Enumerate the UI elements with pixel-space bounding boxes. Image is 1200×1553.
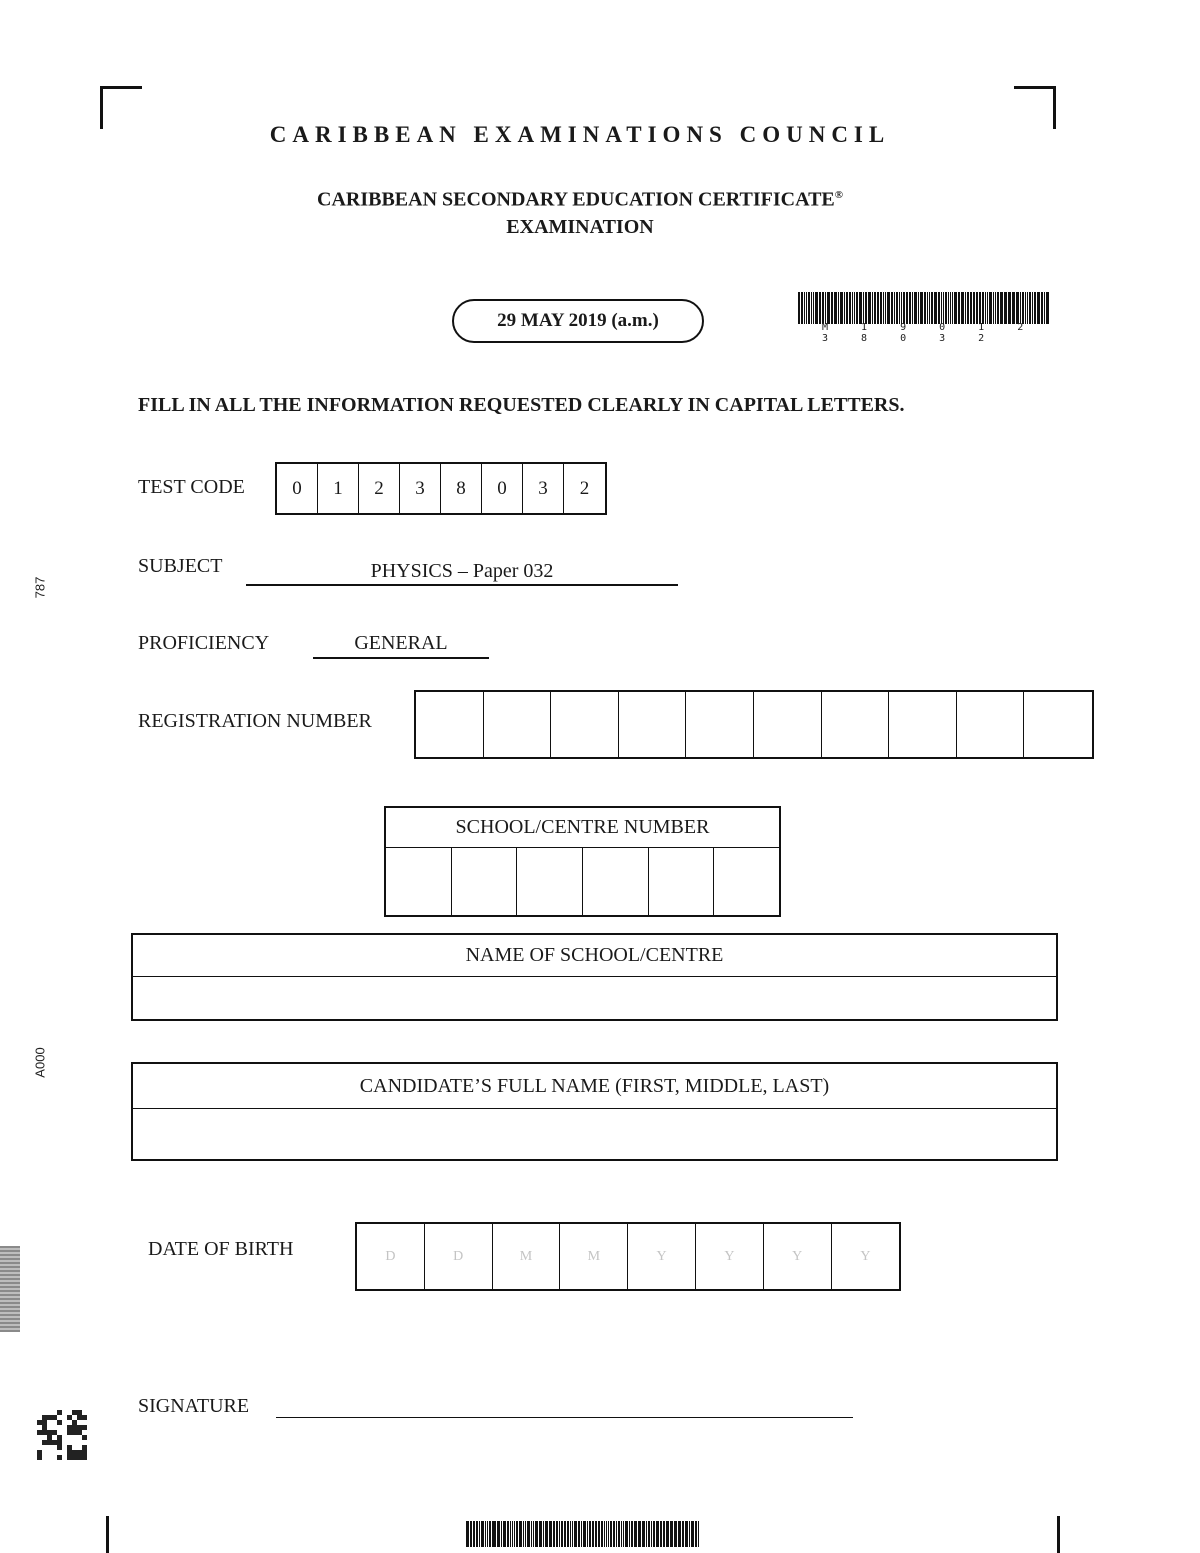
barcode-bar xyxy=(952,292,954,324)
barcode-bar xyxy=(811,292,813,324)
barcode-bar xyxy=(846,292,848,324)
barcode-bar xyxy=(503,1521,506,1547)
barcode-bar xyxy=(570,1521,571,1547)
barcode-bar xyxy=(559,1521,561,1547)
barcode-bar xyxy=(827,292,830,324)
barcode-bar xyxy=(891,292,893,324)
qr-code-icon xyxy=(37,1410,87,1460)
school-name-box xyxy=(131,933,1058,1021)
barcode-bar xyxy=(909,292,911,324)
barcode-bar xyxy=(865,292,867,324)
barcode-bar xyxy=(973,292,975,324)
exam-date: 29 MAY 2019 (a.m.) xyxy=(497,310,659,331)
barcode-bar xyxy=(561,1521,563,1547)
barcode-bar xyxy=(927,292,928,324)
barcode-bar xyxy=(512,1521,513,1547)
date-of-birth-label: DATE OF BIRTH xyxy=(148,1238,294,1260)
barcode-bar xyxy=(849,292,851,324)
dob-year-box[interactable]: Y xyxy=(628,1224,696,1289)
barcode-bar xyxy=(819,292,821,324)
school-centre-number-box xyxy=(384,806,781,917)
corner-mark-top-left-horizontal xyxy=(100,86,142,89)
barcode-bar xyxy=(487,1521,488,1547)
barcode-bar xyxy=(595,1521,598,1547)
barcode-bar xyxy=(493,1521,496,1547)
barcode-bar xyxy=(883,292,884,324)
barcode-bar xyxy=(674,1521,677,1547)
barcode-bar xyxy=(982,292,984,324)
barcode-bar xyxy=(473,1521,476,1547)
dob-day-box[interactable]: D xyxy=(357,1224,425,1289)
barcode-bar xyxy=(906,292,908,324)
dob-year-box[interactable]: Y xyxy=(696,1224,764,1289)
barcode-bar xyxy=(948,292,949,324)
barcode-bar xyxy=(519,1521,522,1547)
barcode-bar xyxy=(941,292,942,324)
barcode-bar xyxy=(501,1521,502,1547)
test-code-digit: 1 xyxy=(318,464,359,513)
barcode-bar xyxy=(989,292,992,324)
instruction-text: FILL IN ALL THE INFORMATION REQUESTED CLEARLY IN CAPITAL LETTERS. xyxy=(138,394,905,416)
registration-number-label: REGISTRATION NUMBER xyxy=(138,710,372,732)
signature-line[interactable] xyxy=(276,1416,853,1418)
barcode-bar xyxy=(531,1521,532,1547)
barcode-bar xyxy=(834,292,835,324)
barcode-bar xyxy=(601,1521,603,1547)
barcode-bar xyxy=(539,1521,542,1547)
barcode-bar xyxy=(698,1521,699,1547)
candidate-name-box xyxy=(131,1062,1058,1161)
top-barcode xyxy=(798,292,1050,344)
barcode-bar xyxy=(965,292,966,324)
barcode-bar xyxy=(623,1521,624,1547)
proficiency-label: PROFICIENCY xyxy=(138,632,270,654)
barcode-bar xyxy=(813,292,814,324)
barcode-bar xyxy=(543,1521,545,1547)
barcode-bar xyxy=(514,1521,515,1547)
barcode-bar xyxy=(859,292,862,324)
barcode-bar xyxy=(808,292,810,324)
dob-day-box[interactable]: D xyxy=(425,1224,493,1289)
barcode-bar xyxy=(545,1521,548,1547)
dob-year-box[interactable]: Y xyxy=(764,1224,832,1289)
exam-date-badge xyxy=(452,299,704,343)
registration-box[interactable] xyxy=(551,692,619,757)
registration-number-grid[interactable] xyxy=(414,690,1094,759)
barcode-bar xyxy=(798,292,800,324)
barcode-bar xyxy=(912,292,913,324)
barcode-bar xyxy=(578,1521,581,1547)
corner-mark-top-right-horizontal xyxy=(1014,86,1056,89)
barcode-bar xyxy=(613,1521,615,1547)
barcode-bar xyxy=(993,292,994,324)
registration-box[interactable] xyxy=(822,692,890,757)
registration-box[interactable] xyxy=(957,692,1025,757)
qr-code-pattern xyxy=(37,1410,87,1460)
corner-mark-bottom-left xyxy=(106,1516,109,1553)
barcode-bar xyxy=(497,1521,500,1547)
school-name-label: NAME OF SCHOOL/CENTRE xyxy=(133,935,1056,977)
barcode-bar xyxy=(549,1521,552,1547)
barcode-bar xyxy=(801,292,803,324)
barcode-bar xyxy=(610,1521,613,1547)
barcode-bar xyxy=(489,1521,491,1547)
barcode-bar xyxy=(583,1521,586,1547)
barcode-bar xyxy=(598,1521,600,1547)
barcode-bar xyxy=(1008,292,1011,324)
barcode-bar xyxy=(901,292,902,324)
barcode-bar xyxy=(1012,292,1015,324)
barcode-bar xyxy=(896,292,898,324)
barcode-bar xyxy=(666,1521,669,1547)
barcode-bar xyxy=(618,1521,620,1547)
barcode-bar xyxy=(689,1521,690,1547)
barcode-bar xyxy=(945,292,947,324)
barcode-bar xyxy=(874,292,876,324)
council-title: CARIBBEAN EXAMINATIONS COUNCIL xyxy=(269,122,891,147)
barcode-bar xyxy=(567,1521,569,1547)
dob-month-box[interactable]: M xyxy=(560,1224,628,1289)
barcode-bar xyxy=(995,292,996,324)
barcode-bar xyxy=(528,1521,530,1547)
barcode-bar xyxy=(535,1521,538,1547)
proficiency-field: GENERAL xyxy=(313,632,489,659)
barcode-bar xyxy=(646,1521,648,1547)
registration-box[interactable] xyxy=(754,692,822,757)
barcode-bar xyxy=(574,1521,577,1547)
barcode-bar xyxy=(979,292,981,324)
barcode-bar xyxy=(822,292,824,324)
barcode-bar xyxy=(629,1521,631,1547)
barcode-bar xyxy=(914,292,917,324)
barcode-bar xyxy=(527,1521,528,1547)
school-centre-box[interactable] xyxy=(583,848,649,915)
barcode-bar xyxy=(682,1521,684,1547)
barcode-bar xyxy=(678,1521,679,1547)
barcode-bar xyxy=(1037,292,1040,324)
barcode-bar xyxy=(903,292,906,324)
registration-box[interactable] xyxy=(416,692,484,757)
school-centre-box[interactable] xyxy=(386,848,452,915)
barcode-bar xyxy=(608,1521,609,1547)
barcode-bar xyxy=(985,292,986,324)
barcode-bar xyxy=(485,1521,486,1547)
barcode-bars xyxy=(466,1521,700,1547)
barcode-bar xyxy=(815,292,818,324)
barcode-bar xyxy=(894,292,895,324)
barcode-bar xyxy=(523,1521,524,1547)
school-centre-box[interactable] xyxy=(649,848,715,915)
test-code-digit: 3 xyxy=(523,464,564,513)
date-of-birth-grid[interactable] xyxy=(355,1222,901,1291)
school-centre-number-grid[interactable] xyxy=(386,848,779,915)
barcode-bar xyxy=(516,1521,518,1547)
test-code-digit: 3 xyxy=(400,464,441,513)
barcode-bar xyxy=(1044,292,1045,324)
test-code-digit: 0 xyxy=(277,464,318,513)
barcode-bar xyxy=(899,292,900,324)
barcode-bar xyxy=(885,292,886,324)
barcode-bar xyxy=(691,1521,694,1547)
school-centre-box[interactable] xyxy=(517,848,583,915)
barcode-bar xyxy=(660,1521,662,1547)
barcode-bar xyxy=(670,1521,673,1547)
barcode-bar xyxy=(1029,292,1031,324)
barcode-bar xyxy=(656,1521,659,1547)
barcode-bar xyxy=(1022,292,1024,324)
barcode-bar xyxy=(887,292,890,324)
barcode-bar xyxy=(663,1521,666,1547)
barcode-bar xyxy=(931,292,933,324)
barcode-bar xyxy=(604,1521,605,1547)
barcode-bar xyxy=(466,1521,469,1547)
barcode-bar xyxy=(587,1521,588,1547)
barcode-bar xyxy=(470,1521,472,1547)
qr-module xyxy=(82,1455,87,1460)
candidate-name-label: CANDIDATE’S FULL NAME (FIRST, MIDDLE, LAST) xyxy=(133,1064,1056,1109)
barcode-bar xyxy=(653,1521,655,1547)
barcode-bar xyxy=(938,292,940,324)
barcode-bar xyxy=(934,292,937,324)
test-code-digit: 2 xyxy=(359,464,400,513)
barcode-bar xyxy=(872,292,873,324)
test-code-digit: 8 xyxy=(441,464,482,513)
barcode-bar xyxy=(804,292,805,324)
school-centre-box[interactable] xyxy=(452,848,518,915)
barcode-bar xyxy=(481,1521,484,1547)
barcode-bar xyxy=(625,1521,628,1547)
barcode-bar xyxy=(844,292,845,324)
registration-box[interactable] xyxy=(686,692,754,757)
barcode-bar xyxy=(572,1521,573,1547)
barcode-bar xyxy=(648,1521,650,1547)
barcode-bar xyxy=(954,292,957,324)
barcode-bar xyxy=(918,292,919,324)
subject-field: PHYSICS – Paper 032 xyxy=(246,560,678,586)
certificate-name: CARIBBEAN SECONDARY EDUCATION CERTIFICATE xyxy=(317,188,835,211)
barcode-bar xyxy=(642,1521,645,1547)
barcode-bar xyxy=(987,292,988,324)
barcode-bar xyxy=(1000,292,1003,324)
barcode-bars xyxy=(798,292,1050,324)
examination-word: EXAMINATION xyxy=(506,215,654,238)
barcode-bar xyxy=(880,292,883,324)
barcode-bar xyxy=(997,292,1000,324)
barcode-bar xyxy=(1027,292,1028,324)
barcode-bar xyxy=(589,1521,591,1547)
barcode-bar xyxy=(863,292,864,324)
barcode-bar xyxy=(638,1521,641,1547)
barcode-bar xyxy=(852,292,853,324)
registered-mark: ® xyxy=(834,189,843,201)
barcode-bar xyxy=(621,1521,622,1547)
registration-box[interactable] xyxy=(484,692,552,757)
barcode-bar xyxy=(1004,292,1007,324)
barcode-bar xyxy=(825,292,826,324)
dob-month-box[interactable]: M xyxy=(493,1224,561,1289)
barcode-bar xyxy=(868,292,871,324)
barcode-bar xyxy=(943,292,944,324)
test-code-digit: 2 xyxy=(579,477,590,499)
barcode-bar xyxy=(1034,292,1036,324)
certificate-title xyxy=(0,182,1160,241)
barcode-bar xyxy=(1046,292,1049,324)
school-centre-number-label: SCHOOL/CENTRE NUMBER xyxy=(386,808,779,848)
barcode-bar xyxy=(631,1521,633,1547)
barcode-bar xyxy=(924,292,926,324)
barcode-bar xyxy=(970,292,972,324)
corner-mark-bottom-right xyxy=(1057,1516,1060,1553)
barcode-bar xyxy=(1025,292,1026,324)
signature-label: SIGNATURE xyxy=(138,1395,250,1417)
barcode-bar xyxy=(1016,292,1019,324)
school-name-field[interactable] xyxy=(133,977,1056,1019)
subject-label: SUBJECT xyxy=(138,555,223,577)
test-code-label: TEST CODE xyxy=(138,476,245,498)
barcode-bar xyxy=(616,1521,617,1547)
barcode-bar xyxy=(510,1521,511,1547)
barcode-bar xyxy=(679,1521,681,1547)
school-centre-box[interactable] xyxy=(714,848,779,915)
barcode-bar xyxy=(492,1521,493,1547)
scan-strip xyxy=(0,1246,20,1332)
barcode-bar xyxy=(806,292,807,324)
barcode-bar xyxy=(976,292,979,324)
barcode-bar xyxy=(929,292,931,324)
registration-box[interactable] xyxy=(1024,692,1092,757)
barcode-bar xyxy=(564,1521,566,1547)
barcode-bar xyxy=(967,292,969,324)
barcode-bar xyxy=(961,292,964,324)
side-code-lower: A000 xyxy=(32,1047,48,1078)
barcode-bar xyxy=(695,1521,698,1547)
barcode-bar xyxy=(920,292,923,324)
barcode-bar xyxy=(854,292,855,324)
barcode-bar xyxy=(835,292,837,324)
barcode-digits: M 1 9 0 1 2 3 8 0 3 2 xyxy=(822,322,1037,344)
bottom-barcode xyxy=(466,1521,700,1553)
barcode-bar xyxy=(840,292,843,324)
barcode-bar xyxy=(581,1521,582,1547)
barcode-bar xyxy=(592,1521,594,1547)
barcode-bar xyxy=(831,292,833,324)
barcode-bar xyxy=(1020,292,1022,324)
candidate-name-field[interactable] xyxy=(133,1109,1056,1159)
barcode-bar xyxy=(533,1521,534,1547)
barcode-bar xyxy=(838,292,839,324)
barcode-bar xyxy=(685,1521,688,1547)
test-code-digit: 0 xyxy=(482,464,523,513)
barcode-bar xyxy=(507,1521,510,1547)
barcode-bar xyxy=(606,1521,607,1547)
barcode-bar xyxy=(958,292,960,324)
barcode-bar xyxy=(553,1521,555,1547)
barcode-bar xyxy=(651,1521,652,1547)
barcode-bar xyxy=(856,292,859,324)
barcode-bar xyxy=(950,292,951,324)
registration-box[interactable] xyxy=(889,692,957,757)
registration-box[interactable] xyxy=(619,692,687,757)
barcode-bar xyxy=(479,1521,480,1547)
dob-year-box[interactable]: Y xyxy=(860,1248,871,1264)
barcode-bar xyxy=(476,1521,478,1547)
barcode-bar xyxy=(634,1521,637,1547)
side-code-upper: 787 xyxy=(32,576,48,599)
barcode-bar xyxy=(525,1521,526,1547)
barcode-bar xyxy=(556,1521,558,1547)
test-code-grid xyxy=(275,462,607,515)
barcode-bar xyxy=(877,292,879,324)
barcode-bar xyxy=(1041,292,1044,324)
barcode-bar xyxy=(1032,292,1033,324)
